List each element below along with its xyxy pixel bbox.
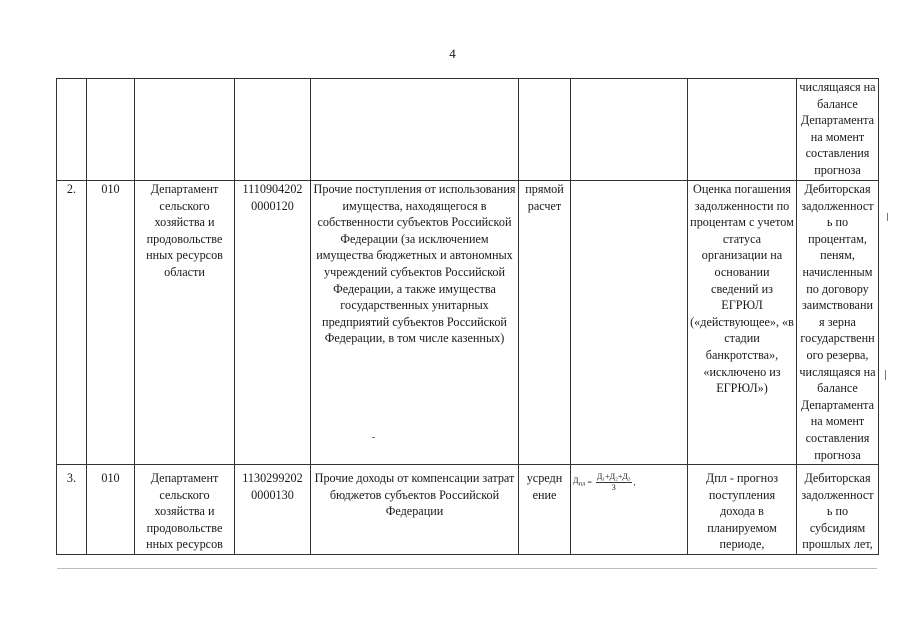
formula-tail: , — [633, 477, 636, 487]
formula-lhs: $Д_{пл}$ — [573, 475, 586, 488]
method-cell — [519, 79, 571, 181]
scan-mark — [885, 370, 886, 380]
row-number-cell: 3. — [57, 465, 87, 555]
revenue-name-cell: Прочие поступления от использования имущества, находящегося в собственности субъектов Российской Федерации (за исключением имущества бюджетных и автономных учреждений субъектов Российской Федерации, а также имущества государственных унитарных предприятий субъектов Российской Федерации, в том числе казенных) — [311, 181, 519, 465]
table-row — [57, 181, 879, 465]
administrator-cell: Департамент сельского хозяйства и продовольстве нных ресурсов области — [135, 181, 235, 465]
administrator-cell — [135, 79, 235, 181]
kbk-cell — [235, 79, 311, 181]
admin-code-cell — [87, 79, 135, 181]
revenue-forecast-table — [56, 78, 879, 555]
revenue-name-cell — [311, 79, 519, 181]
scan-mark — [372, 437, 375, 438]
formula-equals: = — [585, 477, 594, 487]
table-row — [57, 79, 879, 181]
kbk-cell: 1130299202 0000130 — [235, 465, 311, 555]
algorithm-cell: Дпл - прогноз поступления дохода в планируемом периоде, — [688, 465, 797, 555]
note-cell: Дебиторская задолженност ь по процентам, пеням, начисленным по договору заимствовани я зерна государственн ого резерва, числящаяся на балансе Департамента на момент составления прогноза — [797, 181, 879, 465]
administrator-cell: Департамент сельского хозяйства и продовольстве нных ресурсов — [135, 465, 235, 555]
note-cell: числящаяся на балансе Департамента на момент составления прогноза — [797, 79, 879, 181]
formula-cell — [571, 465, 688, 555]
page-number: 4 — [449, 46, 456, 61]
row-number-cell: 2. — [57, 181, 87, 465]
admin-code-cell: 010 — [87, 181, 135, 465]
table-row — [57, 465, 879, 555]
method-cell: усредн ение — [519, 465, 571, 555]
algorithm-cell — [688, 79, 797, 181]
row-number-cell — [57, 79, 87, 181]
formula-numerator: Д₁+Д₂+Д₃ — [596, 472, 631, 481]
scan-mark — [887, 213, 888, 221]
kbk-cell: 1110904202 0000120 — [235, 181, 311, 465]
averaging-formula — [573, 472, 636, 493]
admin-code-cell: 010 — [87, 465, 135, 555]
method-cell: прямой расчет — [519, 181, 571, 465]
formula-cell — [571, 181, 688, 465]
note-cell: Дебиторская задолженност ь по субсидиям прошлых лет, — [797, 465, 879, 555]
formula-cell — [571, 79, 688, 181]
revenue-name-cell: Прочие доходы от компенсации затрат бюджетов субъектов Российской Федерации — [311, 465, 519, 555]
scan-bottom-line — [57, 568, 877, 569]
formula-fraction — [596, 472, 632, 493]
formula-denominator: 3 — [611, 483, 616, 492]
algorithm-cell: Оценка погашения задолженности по процентам с учетом статуса организации на основании сведений из ЕГРЮЛ («действующее», «в стадии банкротства», «исключено из ЕГРЮЛ») — [688, 181, 797, 465]
